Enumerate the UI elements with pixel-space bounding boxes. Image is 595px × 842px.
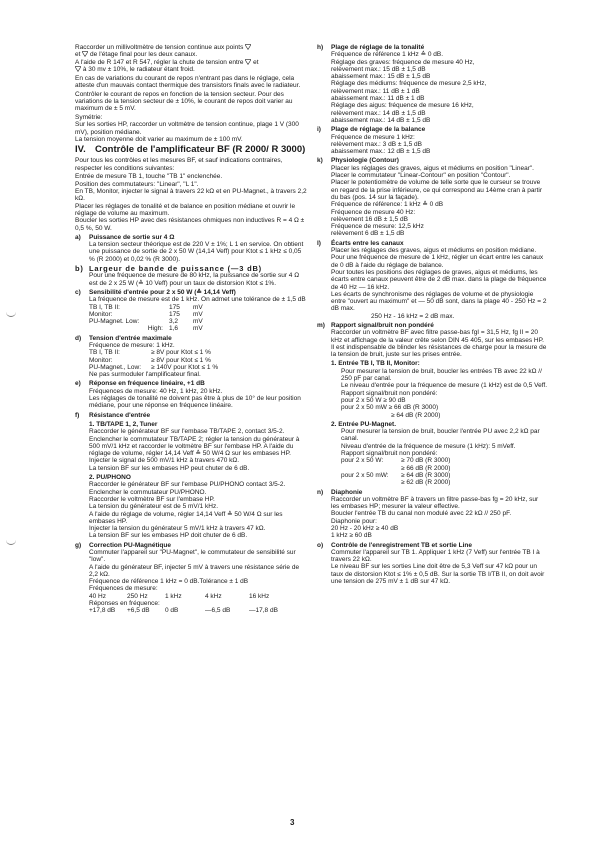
subsection-title: Correction PU-Magnétique	[89, 541, 171, 549]
section-intro: Entrée de mesure TB 1, touche "TB 1" enclenchée.	[75, 173, 223, 181]
test-point-triangle-icon	[245, 44, 251, 50]
intro-text: Sur les sorties HP, raccorder un voltmètre de tension continue, plage 1 V (300 mV), position médiane.	[75, 121, 299, 136]
subsection-o: o) Contrôle de l'enregistrement TB et sortie Line Commuter l'appareil sur TB 1. Appliquer 1 kHz (7 Veff) sur l'entrée TB I à travers 22 kΩ. Le niveau BF sur les sorties Line doit être de 5,3 Veff sur 47 kΩ pour un taux de distorsion Ktot ≤ 1% ± 0,5 dB. Sur la sortie TB I/TB II, on doit avoir une tension de 275 mV ± 1 dB sur 47 kΩ.	[317, 541, 545, 586]
left-column	[75, 44, 307, 615]
table-row: ≥ 62 dB (R 2000)	[401, 479, 451, 487]
intro-paragraph: Raccorder un millivoltmètre de tension continue aux points et de l'étage final pour les deux canaux. A l'aide de R 147 et R 547, régler la chute de tension entre et à 30 mv ± 10%, le radiateur étant froid.	[75, 44, 259, 73]
test-point-triangle-icon	[75, 66, 81, 72]
sensitivity-table	[75, 304, 307, 333]
test-point-triangle-icon	[245, 59, 251, 65]
table-row: pour 2 x 50 mW: ≥ 64 dB (R 3000)	[341, 471, 451, 479]
intro-text: La tension moyenne doit varier au maximum de ± 100 mV.	[75, 136, 243, 144]
subsection-e: e) Réponse en fréquence linéaire, +1 dB Fréquences de mesure: 40 Hz, 1 kHz, 20 kHz. Les réglages de tonalité ne doivent pas être à plus de 10° de leur position médiane, pour une réponse en fréquence linéaire.	[75, 380, 301, 410]
subsection-f: f) Résistance d'entrée 1. TB/TAPE 1, 2, Tuner Raccorder le générateur BF sur l'embase TB/TAPE 2, contact 3/5-2. Enclencher le commutateur TB/TAPE 2; régler la tension du générateur à 500 mV/1 kHz et raccorder le voltmètre BF sur l'embase HP. A l'aide du réglage de volume, régler 14,14 Veff ≙ 50 W/4 Ω sur les embases HP. Injecter le signal de 500 mV/1 kHz à travers 470 kΩ. La tension BF sur les embases HP peut chuter de 6 dB. 2. PU/PHONO Raccorder le générateur BF sur l'embase PU/PHONO contact 3/5-2. Enclencher le commutateur PU/PHONO. Raccorder le voltmètre BF sur l'embase HP. La tension du générateur est de 5 mV/1 kHz. A l'aide du réglage de volume, régler 14,14 Veff ≙ 50 W/4 Ω sur les embases HP. Injecter la tension du générateur 5 mV/1 kHz à travers 47 kΩ. La tension BF sur les embases HP doit chuter de 6 dB.	[75, 412, 307, 540]
section-intro: En TB, Monitor, injecter le signal à travers 22 kΩ et en PU-Magnet., à travers 2,2 kΩ.	[75, 188, 307, 203]
margin-mark	[6, 312, 16, 317]
subsection-title: Contrôle de l'enregistrement TB et sortie Line	[331, 541, 472, 549]
subheading: 2. PU/PHONO	[89, 474, 131, 482]
subheading: 2. Entrée PU-Magnet.	[331, 420, 397, 428]
subsection-title: Puissance de sortie sur 4 Ω	[89, 233, 175, 241]
page-number: 3	[290, 818, 295, 827]
table-row: PU-Magnet. Low: 3,2 mV	[89, 318, 203, 326]
intro-text: Symétrie:	[75, 114, 103, 122]
frequency-row: 40 Hz 250 Hz 1 kHz 4 kHz 16 kHz	[89, 592, 270, 600]
table-row: High: 1,6 mV	[147, 325, 203, 333]
subsection-title: Plage de réglage de la tonalité	[331, 44, 425, 51]
table-row: TB I, TB II: ≥ 8V pour Ktot ≤ 1 %	[89, 349, 211, 357]
subsection-g: g) Correction PU-Magnétique Commuter l'appareil sur "PU-Magnet", le commutateur de sensibilité sur "low". A l'aide du générateur BF, injecter 5 mV à travers une résistance série de 2,2 kΩ. Fréquence de référence 1 kHz = 0 dB.Tolérance ± 1 dB Fréquences de mesure: 40 Hz 250 Hz 1 kHz 4 kHz 16 kHz Réponses en fréquence: +17,8 dB +6,5 dB 0 dB —6,5 dB —17,8 dB	[75, 542, 307, 615]
table-row: PU-Magnet., Low: ≥ 140V pour Ktot ≤ 1 %	[89, 363, 219, 371]
table-row: Monitor: ≥ 8V pour Ktot ≤ 1 %	[89, 356, 211, 364]
subsection-l: l) Écarts entre les canaux Placer les réglages des graves, aigus et médiums en position médiane. Pour une fréquence de mesure de 1 kHz, régler un écart entre les canaux de 0 dB à l'aide du réglage de balance. Pour toutes les positions des réglages de graves, aigus et médiums, les écarts entre canaux peuvent être de 2 dB max. dans la plage de fréquence de 40 Hz — 16 kHz. Les écarts de synchronisme des réglages de volume et de physiologie entre "ouvert au maximum" et — 50 dB sont, dans la plage 40 - 250 Hz = 2 dB max. 250 Hz - 16 kHz = 2 dB max.	[317, 239, 547, 320]
subheading: 1. Entrée TB I, TB II, Monitor:	[331, 360, 420, 368]
table-row: TB I, TB II: 175 mV	[89, 303, 203, 311]
response-row: +17,8 dB +6,5 dB 0 dB —6,5 dB —17,8 dB	[89, 607, 278, 615]
section-intro: Boucler les sorties HP avec des résistances ohmiques non inductives R = 4 Ω ± 0,5 %, 50 W.	[75, 217, 305, 232]
max-voltage-table	[75, 349, 307, 371]
subsection-title: Rapport signal/bruit non pondéré	[331, 321, 434, 329]
section-intro: Placer les réglages de tonalité et de balance en position médiane et ouvrir le réglage de volume au maximum.	[75, 202, 296, 217]
subsection-m: m) Rapport signal/bruit non pondéré Raccorder un voltmètre BF avec filtre passe-bas fgI = 31,5 Hz, fg II = 20 kHz et affichage de la valeur crête selon DIN 45 405, sur les embases HP. Il est indispensable de blinder les résistances de charge pour la mesure de la tension de bruit, juste sur les prises entrée. 1. Entrée TB I, TB II, Monitor: Pour mesurer la tension de bruit, boucler les entrées TB avec 22 kΩ // 250 pF par canal. Le niveau d'entrée pour la fréquence de mesure (1 kHz) est de 0,5 Veff. Rapport signal/bruit non pondéré: pour 2 x 50 W ≥ 90 dB pour 2 x 50 mW ≥ 66 dB (R 3000) ≥ 64 dB (R 2000) 2. Entrée PU-Magnet. Pour mesurer la tension de bruit, boucler l'entrée PU avec 2,2 kΩ par canal. Niveau d'entrée de la fréquence de mesure (1 kHz): 5 mVeff. Rapport signal/bruit non pondéré: pour 2 x 50 W: ≥ 70 dB (R 3000) ≥ 66 dB (R 2000) pour 2 x 50 mW: ≥ 64 dB (R 3000) ≥ 62 dB (R 2000)	[317, 321, 547, 487]
section-title: Contrôle de l'amplificateur BF (R 2000/ R 3000)	[95, 144, 306, 156]
subsection-d: d) Tension d'entrée maximale Fréquence de mesure: 1 kHz. TB I, TB II: ≥ 8V pour Ktot ≤ 1 % Monitor: ≥ 8V pour Ktot ≤ 1 % PU-Magnet., Low: ≥ 140V pour Ktot ≤ 1 % Ne pas surmoduler l'amplificateur final.	[75, 335, 307, 379]
subsection-a: a) Puissance de sortie sur 4 Ω La tension secteur théorique est de 220 V ± 1%; L 1 en service. On obtient une puissance de sortie de 2 x 50 W (14,14 Veff) pour Ktot ≤ 1 kHz ≤ 0,05 % (R 2000) et 0,02 % (R 3000).	[75, 233, 304, 263]
subheading: 1. TB/TAPE 1, 2, Tuner	[89, 420, 158, 428]
subsection-title: Écarts entre les canaux	[331, 239, 404, 247]
subsection-h: h) Plage de réglage de la tonalité Fréquence de référence 1 kHz ≙ 0 dB. Réglage des graves: fréquence de mesure 40 Hz, relèvement max.: 15 dB ± 1,5 dB abaissement max.: 15 dB ± 1,5 dB Réglage des médiums: fréquence de mesure 2,5 kHz, relèvement max.: 11 dB ± 1 dB abaissement max.: 11 dB ± 1 dB Réglage des aigus: fréquence de mesure 16 kHz, relèvement max.: 14 dB ± 1,5 dB abaissement max.: 14 dB ± 1,5 dB	[317, 44, 487, 124]
subsection-title: Tension d'entrée maximale	[89, 334, 172, 342]
subsection-k: k) Physiologie (Contour) Placer les réglages des graves, aigus et médiums en position "Linear". Placer le commutateur "Linear-Contour" en position "Contour". Placer le potentiomètre de volume de telle sorte que le curseur se trouve en regard de la prise inférieure, ce qui correspond au 14ème cran à partir du bas (pos. 14 sur la façade). Fréquence de référence: 1 kHz ≙ 0 dB Fréquence de mesure 40 Hz: relèvement 16 dB ± 1,5 dB Fréquence de mesure: 12,5 kHz relèvement 6 dB ± 1,5 dB	[317, 157, 543, 238]
right-column	[317, 44, 547, 587]
margin-mark	[6, 540, 16, 545]
section-intro: Pour tous les contrôles et les mesures BF, et sauf indications contraires, respecter les conditions suivantes:	[75, 157, 283, 172]
subsection-c: c) Sensibilité d'entrée pour 2 x 50 W (≙ 14,14 Veff) La fréquence de mesure est de 1 kHz. On admet une tolérance de ± 1,5 dB TB I, TB II: 175 mV Monitor: 175 mV PU-Magnet. Low: 3,2 mV High: 1,6 mV	[75, 288, 306, 333]
intro-text: Contrôler le courant de repos en fonction de la tension secteur. Pour des variations de la tension secteur de ± 10%, le courant de repos doit varier au maximum de ± 5 mV.	[75, 90, 293, 113]
subsection-title: Sensibilité d'entrée pour 2 x 50 W (≙ 14,14 Veff)	[89, 288, 236, 296]
section-intro: Position des commutateurs: "Linear", "L 1".	[75, 180, 199, 188]
subsection-title: Diaphonie	[331, 488, 363, 496]
subsection-title: Plage de réglage de la balance	[331, 126, 426, 134]
section-heading	[75, 145, 307, 155]
table-row: Monitor: 175 mV	[89, 310, 203, 318]
section-number: IV.	[75, 144, 86, 156]
subsection-title: Résistance d'entrée	[89, 411, 151, 419]
subsection-i: i) Plage de réglage de la balance Fréquence de mesure 1 kHz: relèvement max.: 3 dB ± 1,5 dB abaissement max.: 12 dB ± 1,5 dB	[317, 126, 431, 156]
subsection-b: b) Largeur de bande de puissance (—3 dB) Pour une fréquence de mesure de 80 kHz, la puissance de sortie sur 4 Ω est de 2 x 25 W (≙ 10 Veff) pour un taux de distorsion Ktot ≤ 1%.	[75, 264, 300, 287]
subsection-title: Largeur de bande de puissance (—3 dB)	[89, 264, 262, 274]
subsection-title: Réponse en fréquence linéaire, +1 dB	[89, 380, 205, 388]
subsection-title: Physiologie (Contour)	[331, 157, 399, 165]
test-point-triangle-icon	[82, 51, 88, 57]
table-row: pour 2 x 50 W: ≥ 70 dB (R 3000)	[341, 457, 451, 465]
subsection-n: n) Diaphonie Raccorder un voltmètre BF à travers un filtre passe-bas fg = 20 kHz, sur les embases HP; mesurer la valeur effective. Boucler l'entrée TB du canal non modulé avec 22 kΩ // 250 pF. Diaphonie pour: 20 Hz - 20 kHz ≥ 40 dB 1 kHz ≥ 60 dB	[317, 488, 539, 540]
table-row: ≥ 66 dB (R 2000)	[401, 464, 451, 472]
intro-text: En cas de variations du courant de repos n'entrant pas dans le réglage, cela atteste d'un mauvais contact thermique des transistors finals avec le radiateur.	[75, 74, 301, 89]
